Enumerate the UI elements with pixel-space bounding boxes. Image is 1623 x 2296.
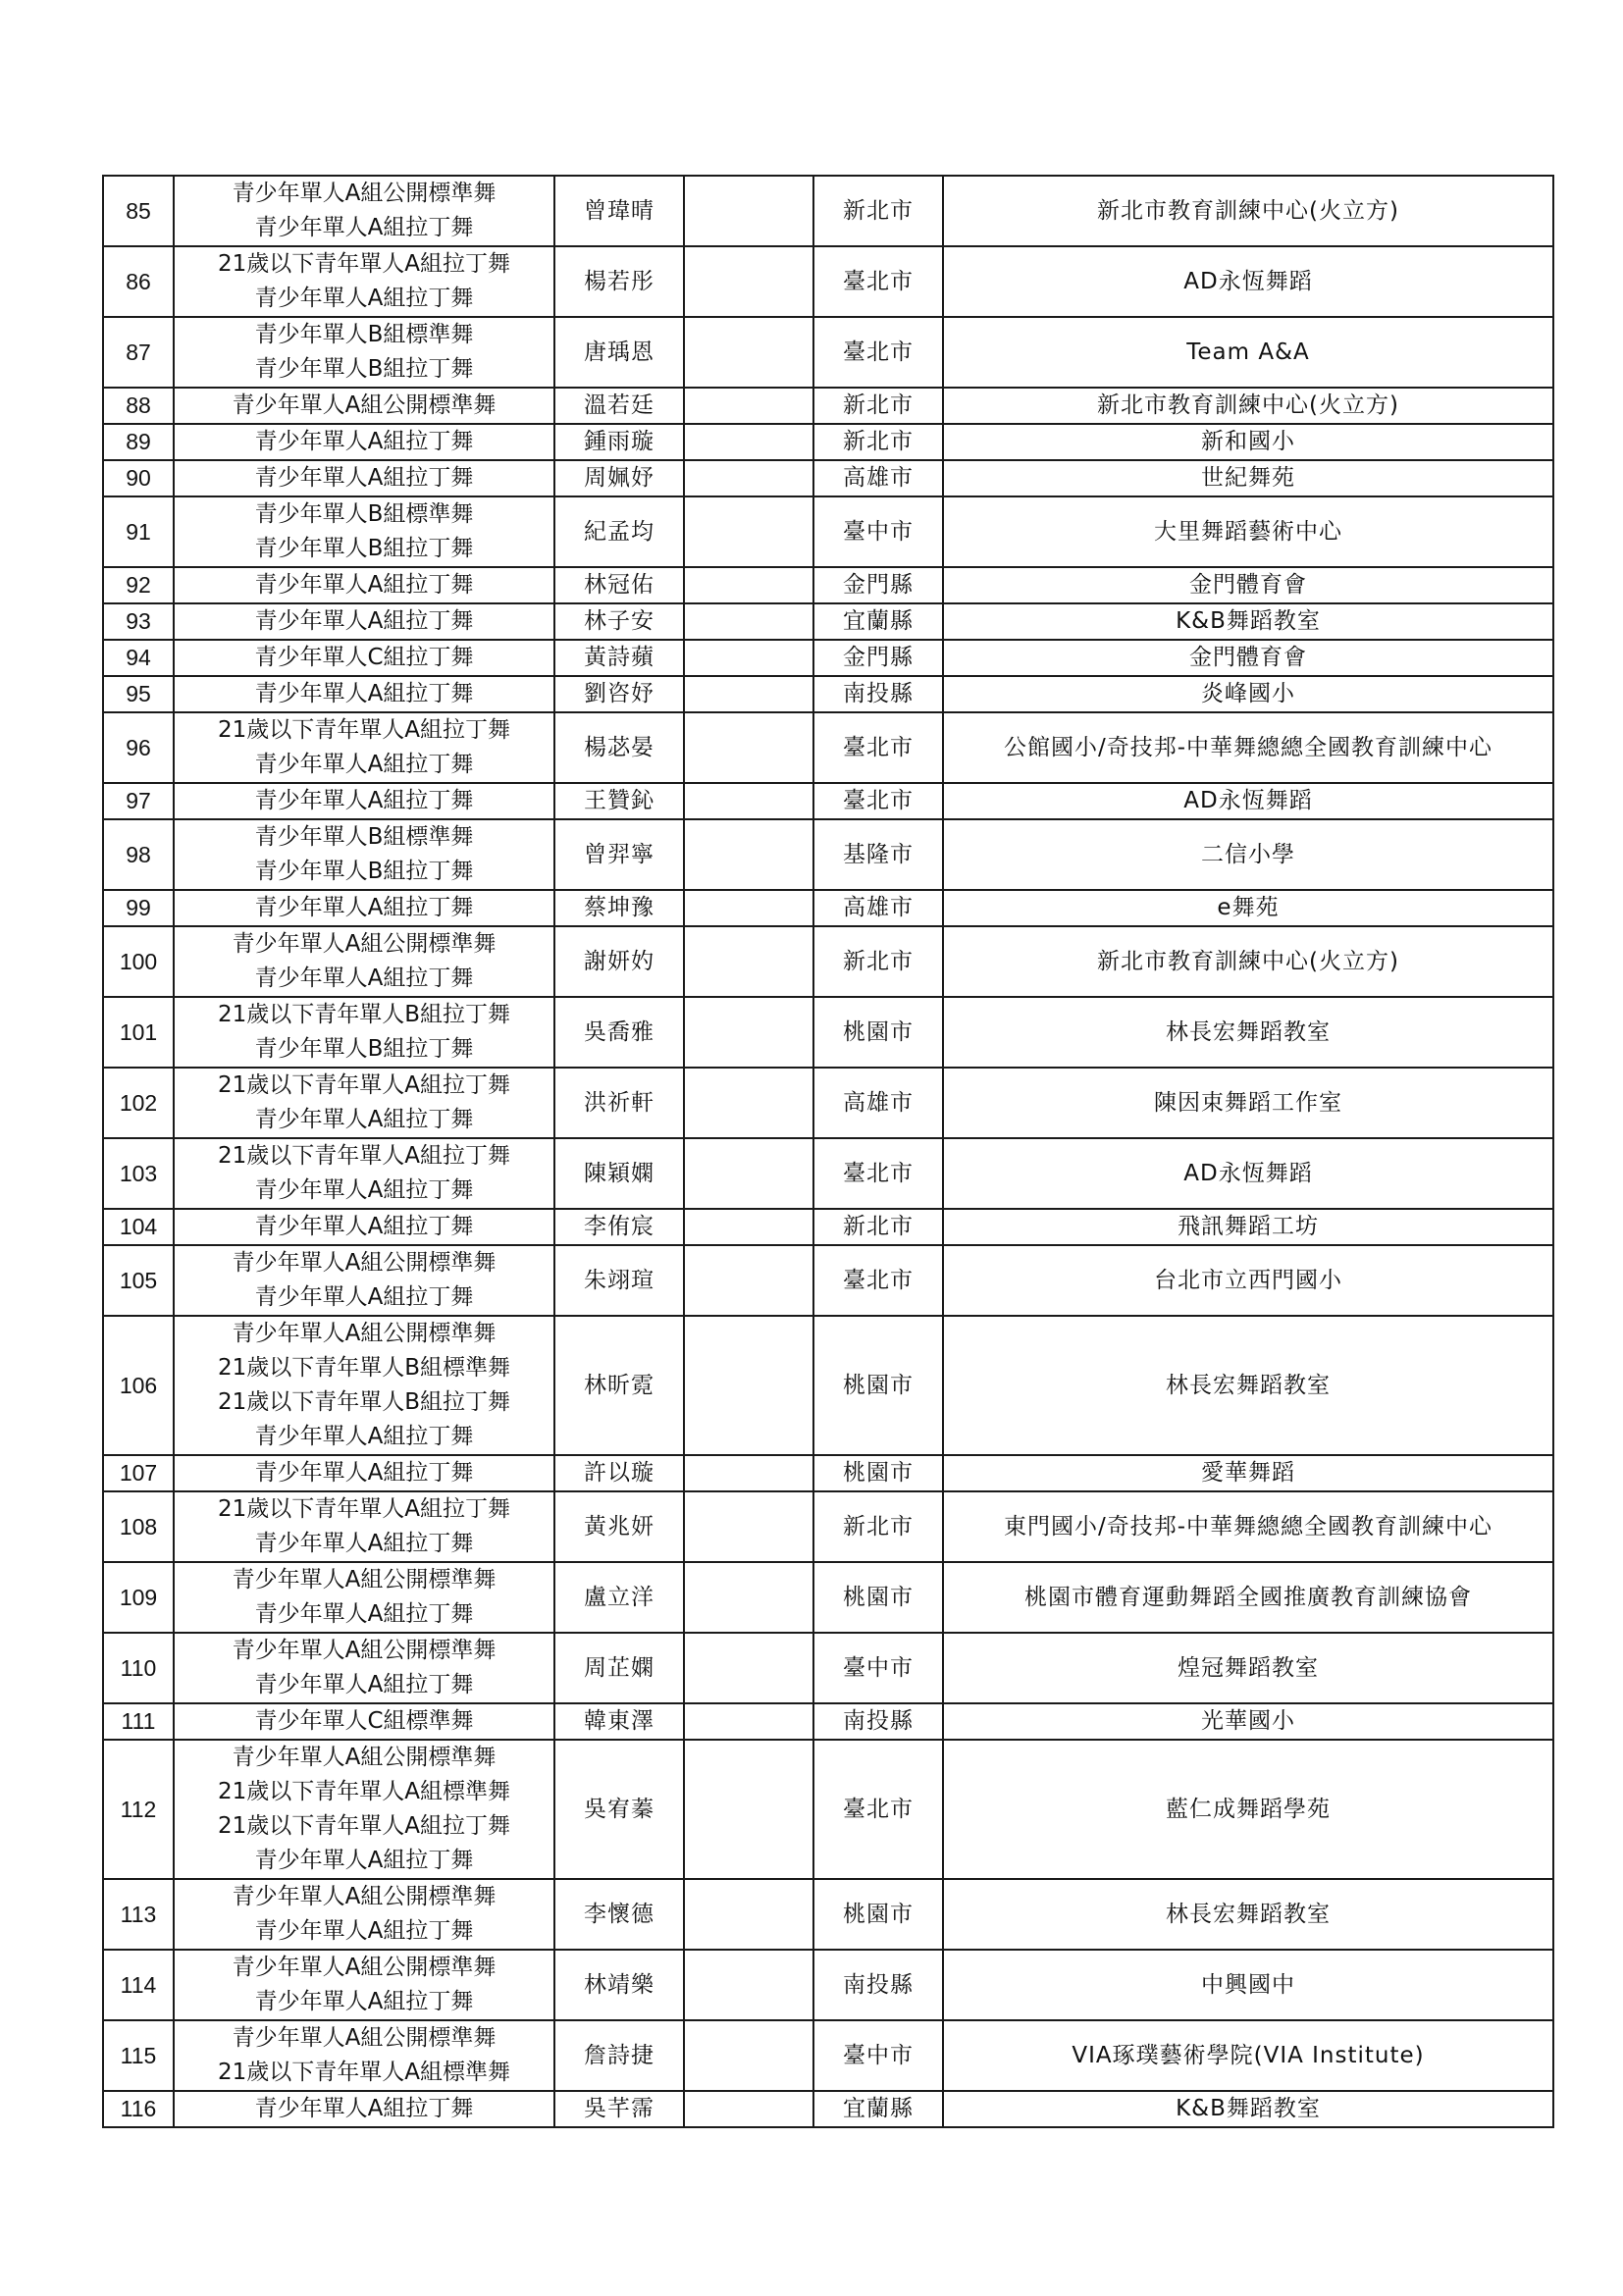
- blank-cell: [684, 496, 813, 567]
- event-list: [174, 997, 554, 1068]
- event-name: 21歲以下青年單人A組拉丁舞: [217, 717, 510, 743]
- blank-cell: [684, 1245, 813, 1316]
- table-row: [103, 1562, 1553, 1633]
- city-name: 新北市: [813, 926, 943, 997]
- table-row: [103, 997, 1553, 1068]
- city-name: 桃園市: [813, 1455, 943, 1491]
- participant-name: 許以璇: [554, 1455, 684, 1491]
- entry-number: 105: [103, 1245, 174, 1316]
- entry-number: 113: [103, 1879, 174, 1950]
- club-name: 炎峰國小: [943, 676, 1553, 712]
- event-name: 青少年單人A組拉丁舞: [254, 1848, 474, 1873]
- table-row: [103, 890, 1553, 926]
- blank-cell: [684, 1491, 813, 1562]
- table-row: [103, 388, 1553, 424]
- participant-name: 韓東澤: [554, 1703, 684, 1740]
- table-row: [103, 1703, 1553, 1740]
- club-name: e舞苑: [943, 890, 1553, 926]
- city-name: 高雄市: [813, 890, 943, 926]
- participant-name: 劉咨妤: [554, 676, 684, 712]
- blank-cell: [684, 2020, 813, 2091]
- event-name: 青少年單人A組拉丁舞: [254, 465, 474, 491]
- club-name: K&B舞蹈教室: [943, 603, 1553, 640]
- city-name: 高雄市: [813, 460, 943, 496]
- city-name: 南投縣: [813, 1703, 943, 1740]
- event-name: 21歲以下青年單人A組拉丁舞: [217, 1496, 510, 1522]
- participant-name: 盧立洋: [554, 1562, 684, 1633]
- club-name: Team A&A: [943, 317, 1553, 388]
- event-name: 青少年單人A組公開標準舞: [232, 931, 497, 957]
- event-name: 青少年單人A組拉丁舞: [254, 1107, 474, 1132]
- event-name: 青少年單人A組拉丁舞: [254, 1177, 474, 1203]
- participant-name: 朱翊瑄: [554, 1245, 684, 1316]
- event-name: 21歲以下青年單人A組標準舞: [217, 1779, 510, 1804]
- city-name: 桃園市: [813, 1879, 943, 1950]
- blank-cell: [684, 712, 813, 783]
- event-list: [174, 1455, 554, 1491]
- entry-number: 108: [103, 1491, 174, 1562]
- participant-name: 楊若彤: [554, 246, 684, 317]
- participant-name: 唐瑀恩: [554, 317, 684, 388]
- table-row: [103, 1633, 1553, 1703]
- entry-number: 111: [103, 1703, 174, 1740]
- blank-cell: [684, 1879, 813, 1950]
- participant-name: 李侑宸: [554, 1209, 684, 1245]
- entry-number: 87: [103, 317, 174, 388]
- event-name: 青少年單人B組標準舞: [254, 501, 474, 527]
- club-name: 金門體育會: [943, 567, 1553, 603]
- event-name: 青少年單人A組拉丁舞: [254, 608, 474, 634]
- table-row: [103, 640, 1553, 676]
- city-name: 金門縣: [813, 640, 943, 676]
- table-row: [103, 1316, 1553, 1455]
- blank-cell: [684, 676, 813, 712]
- participant-name: 林靖樂: [554, 1950, 684, 2020]
- event-name: 青少年單人B組拉丁舞: [254, 1036, 474, 1062]
- event-name: 青少年單人A組拉丁舞: [254, 2096, 474, 2121]
- city-name: 新北市: [813, 424, 943, 460]
- city-name: 新北市: [813, 176, 943, 246]
- club-name: AD永恆舞蹈: [943, 1138, 1553, 1209]
- club-name: VIA琢璞藝術學院(VIA Institute): [943, 2020, 1553, 2091]
- entry-number: 98: [103, 819, 174, 890]
- participant-name: 紀孟均: [554, 496, 684, 567]
- entry-number: 88: [103, 388, 174, 424]
- blank-cell: [684, 460, 813, 496]
- city-name: 臺北市: [813, 712, 943, 783]
- participant-name: 吳芊霈: [554, 2091, 684, 2127]
- entry-number: 101: [103, 997, 174, 1068]
- event-name: 青少年單人A組拉丁舞: [254, 1531, 474, 1556]
- event-list: [174, 890, 554, 926]
- blank-cell: [684, 1316, 813, 1455]
- event-name: 青少年單人A組拉丁舞: [254, 1460, 474, 1486]
- club-name: 藍仁成舞蹈學苑: [943, 1740, 1553, 1879]
- event-list: [174, 424, 554, 460]
- city-name: 新北市: [813, 1491, 943, 1562]
- entry-number: 109: [103, 1562, 174, 1633]
- table-row: [103, 2020, 1553, 2091]
- table-row: [103, 424, 1553, 460]
- event-list: [174, 1703, 554, 1740]
- event-name: 青少年單人A組拉丁舞: [254, 1672, 474, 1697]
- event-name: 青少年單人A組拉丁舞: [254, 1284, 474, 1310]
- table-row: [103, 2091, 1553, 2127]
- event-name: 青少年單人A組拉丁舞: [254, 895, 474, 920]
- event-name: 青少年單人C組標準舞: [254, 1708, 474, 1734]
- entry-number: 104: [103, 1209, 174, 1245]
- event-name: 青少年單人A組拉丁舞: [254, 1214, 474, 1239]
- participant-name: 林冠佑: [554, 567, 684, 603]
- event-list: [174, 676, 554, 712]
- entry-number: 91: [103, 496, 174, 567]
- event-list: [174, 2091, 554, 2127]
- event-list: [174, 1491, 554, 1562]
- city-name: 臺北市: [813, 1138, 943, 1209]
- city-name: 臺北市: [813, 246, 943, 317]
- city-name: 南投縣: [813, 676, 943, 712]
- table-row: [103, 926, 1553, 997]
- club-name: 愛華舞蹈: [943, 1455, 1553, 1491]
- event-list: [174, 388, 554, 424]
- event-name: 青少年單人A組公開標準舞: [232, 181, 497, 206]
- event-list: [174, 496, 554, 567]
- participant-name: 曾羿寧: [554, 819, 684, 890]
- event-name: 21歲以下青年單人A組標準舞: [217, 2060, 510, 2085]
- entry-number: 103: [103, 1138, 174, 1209]
- blank-cell: [684, 1950, 813, 2020]
- entry-number: 112: [103, 1740, 174, 1879]
- participant-name: 吳宥蓁: [554, 1740, 684, 1879]
- event-name: 青少年單人A組拉丁舞: [254, 788, 474, 813]
- event-name: 青少年單人B組拉丁舞: [254, 859, 474, 884]
- blank-cell: [684, 1703, 813, 1740]
- entry-number: 100: [103, 926, 174, 997]
- event-list: [174, 1068, 554, 1138]
- event-name: 青少年單人A組拉丁舞: [254, 1424, 474, 1449]
- event-list: [174, 1562, 554, 1633]
- table-row: [103, 603, 1553, 640]
- city-name: 臺北市: [813, 783, 943, 819]
- participant-name: 林子安: [554, 603, 684, 640]
- table-row: [103, 1491, 1553, 1562]
- blank-cell: [684, 2091, 813, 2127]
- city-name: 高雄市: [813, 1068, 943, 1138]
- club-name: AD永恆舞蹈: [943, 783, 1553, 819]
- event-list: [174, 1950, 554, 2020]
- event-name: 青少年單人A組拉丁舞: [254, 215, 474, 240]
- city-name: 臺北市: [813, 1740, 943, 1879]
- blank-cell: [684, 783, 813, 819]
- event-name: 21歲以下青年單人A組拉丁舞: [217, 251, 510, 277]
- table-row: [103, 819, 1553, 890]
- table-row: [103, 1879, 1553, 1950]
- event-name: 青少年單人A組拉丁舞: [254, 572, 474, 598]
- participant-name: 溫若廷: [554, 388, 684, 424]
- table-row: [103, 176, 1553, 246]
- table-row: [103, 246, 1553, 317]
- participant-name: 洪祈軒: [554, 1068, 684, 1138]
- club-name: 光華國小: [943, 1703, 1553, 1740]
- event-name: 青少年單人A組公開標準舞: [232, 1745, 497, 1770]
- club-name: 林長宏舞蹈教室: [943, 997, 1553, 1068]
- club-name: 二信小學: [943, 819, 1553, 890]
- club-name: 中興國中: [943, 1950, 1553, 2020]
- table-row: [103, 460, 1553, 496]
- blank-cell: [684, 1740, 813, 1879]
- event-name: 青少年單人A組拉丁舞: [254, 1601, 474, 1627]
- city-name: 桃園市: [813, 997, 943, 1068]
- blank-cell: [684, 424, 813, 460]
- event-name: 青少年單人A組公開標準舞: [232, 2025, 497, 2051]
- blank-cell: [684, 567, 813, 603]
- event-list: [174, 1740, 554, 1879]
- participant-name: 鍾雨璇: [554, 424, 684, 460]
- participant-name: 曾瑋晴: [554, 176, 684, 246]
- entry-number: 102: [103, 1068, 174, 1138]
- city-name: 臺北市: [813, 317, 943, 388]
- participant-name: 楊苾晏: [554, 712, 684, 783]
- club-name: 新北市教育訓練中心(火立方): [943, 388, 1553, 424]
- blank-cell: [684, 603, 813, 640]
- entry-number: 115: [103, 2020, 174, 2091]
- club-name: 陳因束舞蹈工作室: [943, 1068, 1553, 1138]
- event-list: [174, 1316, 554, 1455]
- entry-number: 116: [103, 2091, 174, 2127]
- event-list: [174, 819, 554, 890]
- city-name: 臺中市: [813, 1633, 943, 1703]
- entry-number: 90: [103, 460, 174, 496]
- participant-name: 陳穎嫻: [554, 1138, 684, 1209]
- event-list: [174, 1633, 554, 1703]
- city-name: 基隆市: [813, 819, 943, 890]
- city-name: 新北市: [813, 388, 943, 424]
- club-name: 林長宏舞蹈教室: [943, 1316, 1553, 1455]
- club-name: 飛訊舞蹈工坊: [943, 1209, 1553, 1245]
- club-name: 台北市立西門國小: [943, 1245, 1553, 1316]
- club-name: 新北市教育訓練中心(火立方): [943, 926, 1553, 997]
- blank-cell: [684, 819, 813, 890]
- blank-cell: [684, 1068, 813, 1138]
- event-list: [174, 317, 554, 388]
- participant-name: 黃詩蘋: [554, 640, 684, 676]
- table-row: [103, 712, 1553, 783]
- blank-cell: [684, 1562, 813, 1633]
- club-name: 新北市教育訓練中心(火立方): [943, 176, 1553, 246]
- entry-number: 86: [103, 246, 174, 317]
- event-list: [174, 712, 554, 783]
- blank-cell: [684, 926, 813, 997]
- blank-cell: [684, 890, 813, 926]
- participant-name: 蔡坤豫: [554, 890, 684, 926]
- event-name: 青少年單人B組標準舞: [254, 824, 474, 850]
- event-name: 21歲以下青年單人B組拉丁舞: [217, 1389, 511, 1415]
- event-list: [174, 1209, 554, 1245]
- club-name: 新和國小: [943, 424, 1553, 460]
- table-row: [103, 1209, 1553, 1245]
- event-list: [174, 640, 554, 676]
- entry-number: 114: [103, 1950, 174, 2020]
- city-name: 宜蘭縣: [813, 603, 943, 640]
- participant-table: [102, 175, 1554, 2128]
- event-name: 青少年單人B組拉丁舞: [254, 536, 474, 561]
- event-name: 青少年單人A組拉丁舞: [254, 752, 474, 777]
- blank-cell: [684, 317, 813, 388]
- event-list: [174, 1879, 554, 1950]
- table-row: [103, 783, 1553, 819]
- event-list: [174, 1245, 554, 1316]
- club-name: 桃園市體育運動舞蹈全國推廣教育訓練協會: [943, 1562, 1553, 1633]
- table-row: [103, 1068, 1553, 1138]
- participant-name: 李懷德: [554, 1879, 684, 1950]
- participant-name: 周姵妤: [554, 460, 684, 496]
- club-name: 東門國小/奇技邦-中華舞總總全國教育訓練中心: [943, 1491, 1553, 1562]
- table-row: [103, 1740, 1553, 1879]
- club-name: 林長宏舞蹈教室: [943, 1879, 1553, 1950]
- blank-cell: [684, 640, 813, 676]
- event-name: 青少年單人A組公開標準舞: [232, 1955, 497, 1980]
- blank-cell: [684, 1633, 813, 1703]
- city-name: 桃園市: [813, 1562, 943, 1633]
- participant-name: 周芷嫻: [554, 1633, 684, 1703]
- table-row: [103, 676, 1553, 712]
- event-list: [174, 926, 554, 997]
- club-name: 公館國小/奇技邦-中華舞總總全國教育訓練中心: [943, 712, 1553, 783]
- table-row: [103, 496, 1553, 567]
- club-name: 金門體育會: [943, 640, 1553, 676]
- event-name: 青少年單人A組公開標準舞: [232, 1567, 497, 1592]
- event-name: 青少年單人A組拉丁舞: [254, 286, 474, 311]
- event-name: 青少年單人A組拉丁舞: [254, 965, 474, 991]
- event-name: 21歲以下青年單人B組標準舞: [217, 1355, 511, 1381]
- event-list: [174, 1138, 554, 1209]
- city-name: 新北市: [813, 1209, 943, 1245]
- blank-cell: [684, 388, 813, 424]
- entry-number: 93: [103, 603, 174, 640]
- club-name: K&B舞蹈教室: [943, 2091, 1553, 2127]
- blank-cell: [684, 1455, 813, 1491]
- entry-number: 94: [103, 640, 174, 676]
- event-list: [174, 460, 554, 496]
- event-name: 青少年單人A組公開標準舞: [232, 1321, 497, 1346]
- table-row: [103, 1455, 1553, 1491]
- participant-name: 黃兆妍: [554, 1491, 684, 1562]
- entry-number: 110: [103, 1633, 174, 1703]
- table-row: [103, 1950, 1553, 2020]
- event-list: [174, 603, 554, 640]
- city-name: 金門縣: [813, 567, 943, 603]
- event-name: 21歲以下青年單人A組拉丁舞: [217, 1072, 510, 1098]
- event-list: [174, 246, 554, 317]
- event-name: 21歲以下青年單人B組拉丁舞: [217, 1002, 511, 1027]
- city-name: 臺中市: [813, 2020, 943, 2091]
- club-name: 世紀舞苑: [943, 460, 1553, 496]
- event-name: 青少年單人A組拉丁舞: [254, 429, 474, 454]
- city-name: 宜蘭縣: [813, 2091, 943, 2127]
- blank-cell: [684, 997, 813, 1068]
- event-list: [174, 783, 554, 819]
- event-name: 青少年單人A組公開標準舞: [232, 1638, 497, 1663]
- entry-number: 99: [103, 890, 174, 926]
- entry-number: 89: [103, 424, 174, 460]
- club-name: 煌冠舞蹈教室: [943, 1633, 1553, 1703]
- entry-number: 97: [103, 783, 174, 819]
- city-name: 南投縣: [813, 1950, 943, 2020]
- event-name: 青少年單人A組拉丁舞: [254, 681, 474, 706]
- entry-number: 106: [103, 1316, 174, 1455]
- blank-cell: [684, 1209, 813, 1245]
- participant-name: 王贊鈊: [554, 783, 684, 819]
- entry-number: 96: [103, 712, 174, 783]
- table-row: [103, 1138, 1553, 1209]
- event-name: 青少年單人A組拉丁舞: [254, 1989, 474, 2014]
- participant-name: 吳喬雅: [554, 997, 684, 1068]
- club-name: 大里舞蹈藝術中心: [943, 496, 1553, 567]
- event-list: [174, 2020, 554, 2091]
- table-row: [103, 317, 1553, 388]
- entry-number: 107: [103, 1455, 174, 1491]
- club-name: AD永恆舞蹈: [943, 246, 1553, 317]
- table-row: [103, 567, 1553, 603]
- event-list: [174, 567, 554, 603]
- participant-name: 謝妍妁: [554, 926, 684, 997]
- entry-number: 85: [103, 176, 174, 246]
- blank-cell: [684, 246, 813, 317]
- event-name: 青少年單人A組公開標準舞: [232, 1884, 497, 1909]
- event-name: 21歲以下青年單人A組拉丁舞: [217, 1143, 510, 1169]
- entry-number: 95: [103, 676, 174, 712]
- blank-cell: [684, 176, 813, 246]
- participant-table-body: [103, 176, 1553, 2127]
- event-name: 青少年單人B組標準舞: [254, 322, 474, 347]
- table-row: [103, 1245, 1553, 1316]
- participant-name: 林昕霓: [554, 1316, 684, 1455]
- event-name: 青少年單人A組公開標準舞: [232, 392, 497, 418]
- participant-name: 詹詩捷: [554, 2020, 684, 2091]
- event-name: 21歲以下青年單人A組拉丁舞: [217, 1813, 510, 1839]
- entry-number: 92: [103, 567, 174, 603]
- city-name: 臺北市: [813, 1245, 943, 1316]
- city-name: 臺中市: [813, 496, 943, 567]
- city-name: 桃園市: [813, 1316, 943, 1455]
- event-name: 青少年單人A組公開標準舞: [232, 1250, 497, 1276]
- event-name: 青少年單人C組拉丁舞: [254, 645, 474, 670]
- event-name: 青少年單人A組拉丁舞: [254, 1918, 474, 1944]
- event-list: [174, 176, 554, 246]
- blank-cell: [684, 1138, 813, 1209]
- event-name: 青少年單人B組拉丁舞: [254, 356, 474, 382]
